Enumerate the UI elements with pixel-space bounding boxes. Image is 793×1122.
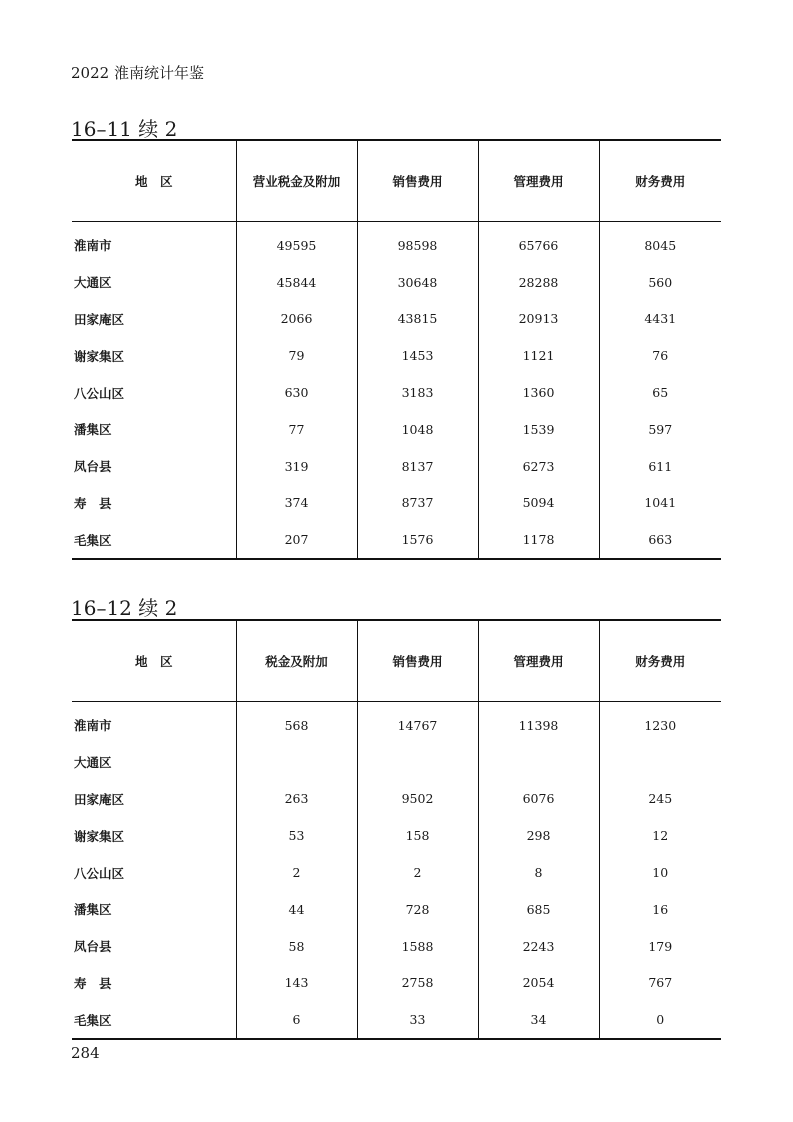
- data-table: [72, 139, 721, 560]
- value-cell: 10: [599, 854, 721, 891]
- column-header: 营业税金及附加: [236, 140, 357, 222]
- region-cell: 八公山区: [74, 865, 125, 881]
- value-cell: 49595: [236, 222, 357, 264]
- value-cell: 1360: [478, 374, 599, 411]
- table-row: [72, 817, 721, 854]
- value-cell: 34: [478, 1001, 599, 1039]
- region-cell: 毛集区: [72, 521, 236, 559]
- region-cell: 凤台县: [74, 459, 112, 475]
- value-cell: 79: [236, 337, 357, 374]
- value-cell: 1230: [599, 702, 721, 744]
- value-cell: 76: [599, 337, 721, 374]
- data-table: [72, 619, 721, 1040]
- value-cell: 1178: [478, 521, 599, 559]
- region-cell: 谢家集区: [74, 828, 125, 844]
- value-cell: 1041: [599, 485, 721, 522]
- table-row: [72, 374, 721, 411]
- region-cell: 凤台县: [74, 939, 112, 955]
- value-cell: 16: [599, 891, 721, 928]
- value-cell: 374: [236, 485, 357, 522]
- table-header-row: [72, 620, 721, 702]
- table-row: [72, 448, 721, 485]
- value-cell: 8: [478, 854, 599, 891]
- value-cell: 65: [599, 374, 721, 411]
- column-header: 税金及附加: [236, 620, 357, 702]
- value-cell: 98598: [357, 222, 478, 264]
- region-cell: 田家庵区: [74, 311, 125, 327]
- table-row: [72, 781, 721, 818]
- table-row: [72, 411, 721, 448]
- region-cell: 寿 县: [74, 975, 112, 991]
- value-cell: 207: [236, 521, 357, 559]
- value-cell: 1121: [478, 337, 599, 374]
- table-row: [72, 1001, 721, 1039]
- value-cell: 611: [599, 448, 721, 485]
- table-title: 16–11 续 2: [71, 117, 178, 141]
- value-cell: 2: [236, 854, 357, 891]
- table-header-row: [72, 140, 721, 222]
- value-cell: 560: [599, 264, 721, 301]
- value-cell: 30648: [357, 264, 478, 301]
- table-row: [72, 222, 721, 264]
- region-cell: 八公山区: [74, 385, 125, 401]
- value-cell: 245: [599, 781, 721, 818]
- value-cell: 43815: [357, 301, 478, 338]
- value-cell: 2: [357, 854, 478, 891]
- value-cell: 28288: [478, 264, 599, 301]
- table-row: [72, 854, 721, 891]
- value-cell: 568: [236, 702, 357, 744]
- value-cell: 685: [478, 891, 599, 928]
- table-row: [72, 928, 721, 965]
- value-cell: 45844: [236, 264, 357, 301]
- value-cell: [478, 744, 599, 781]
- table-row: [72, 485, 721, 522]
- column-header: 财务费用: [599, 140, 721, 222]
- value-cell: 12: [599, 817, 721, 854]
- value-cell: 20913: [478, 301, 599, 338]
- column-header: 销售费用: [357, 620, 478, 702]
- region-cell: 田家庵区: [74, 791, 125, 807]
- value-cell: 6076: [478, 781, 599, 818]
- column-header: 管理费用: [478, 140, 599, 222]
- value-cell: 663: [599, 521, 721, 559]
- value-cell: 1539: [478, 411, 599, 448]
- value-cell: 6273: [478, 448, 599, 485]
- value-cell: 1576: [357, 521, 478, 559]
- value-cell: 298: [478, 817, 599, 854]
- region-cell: 寿 县: [74, 495, 112, 511]
- value-cell: 728: [357, 891, 478, 928]
- value-cell: 11398: [478, 702, 599, 744]
- value-cell: 319: [236, 448, 357, 485]
- region-cell: 潘集区: [74, 902, 112, 918]
- region-cell: 潘集区: [74, 422, 112, 438]
- table-row: [72, 702, 721, 744]
- table-row: [72, 301, 721, 338]
- value-cell: 263: [236, 781, 357, 818]
- yearbook-header: 2022 淮南统计年鉴: [71, 64, 204, 82]
- column-header: 管理费用: [478, 620, 599, 702]
- region-cell: 大通区: [74, 755, 112, 771]
- value-cell: 8137: [357, 448, 478, 485]
- value-cell: [236, 744, 357, 781]
- value-cell: 767: [599, 965, 721, 1002]
- column-header: 地 区: [72, 620, 236, 702]
- value-cell: 2066: [236, 301, 357, 338]
- value-cell: 14767: [357, 702, 478, 744]
- table-row: [72, 965, 721, 1002]
- table-title: 16–12 续 2: [71, 596, 178, 620]
- value-cell: 2243: [478, 928, 599, 965]
- value-cell: 158: [357, 817, 478, 854]
- column-header: 财务费用: [599, 620, 721, 702]
- region-cell: 淮南市: [74, 718, 112, 734]
- value-cell: 4431: [599, 301, 721, 338]
- value-cell: 8737: [357, 485, 478, 522]
- value-cell: 1453: [357, 337, 478, 374]
- value-cell: 5094: [478, 485, 599, 522]
- value-cell: 2054: [478, 965, 599, 1002]
- table-row: [72, 521, 721, 559]
- value-cell: 53: [236, 817, 357, 854]
- value-cell: [357, 744, 478, 781]
- value-cell: 58: [236, 928, 357, 965]
- value-cell: 597: [599, 411, 721, 448]
- value-cell: 3183: [357, 374, 478, 411]
- value-cell: [599, 744, 721, 781]
- value-cell: 33: [357, 1001, 478, 1039]
- column-header: 销售费用: [357, 140, 478, 222]
- value-cell: 1048: [357, 411, 478, 448]
- table-row: [72, 744, 721, 781]
- region-cell: 毛集区: [72, 1001, 236, 1039]
- value-cell: 77: [236, 411, 357, 448]
- value-cell: 44: [236, 891, 357, 928]
- value-cell: 1588: [357, 928, 478, 965]
- value-cell: 6: [236, 1001, 357, 1039]
- value-cell: 8045: [599, 222, 721, 264]
- value-cell: 0: [599, 1001, 721, 1039]
- table-row: [72, 337, 721, 374]
- value-cell: 630: [236, 374, 357, 411]
- value-cell: 65766: [478, 222, 599, 264]
- region-cell: 淮南市: [74, 238, 112, 254]
- value-cell: 143: [236, 965, 357, 1002]
- table-row: [72, 264, 721, 301]
- region-cell: 大通区: [74, 275, 112, 291]
- page-number: 284: [71, 1044, 100, 1062]
- column-header: 地 区: [72, 140, 236, 222]
- region-cell: 谢家集区: [74, 348, 125, 364]
- value-cell: 9502: [357, 781, 478, 818]
- value-cell: 2758: [357, 965, 478, 1002]
- table-row: [72, 891, 721, 928]
- value-cell: 179: [599, 928, 721, 965]
